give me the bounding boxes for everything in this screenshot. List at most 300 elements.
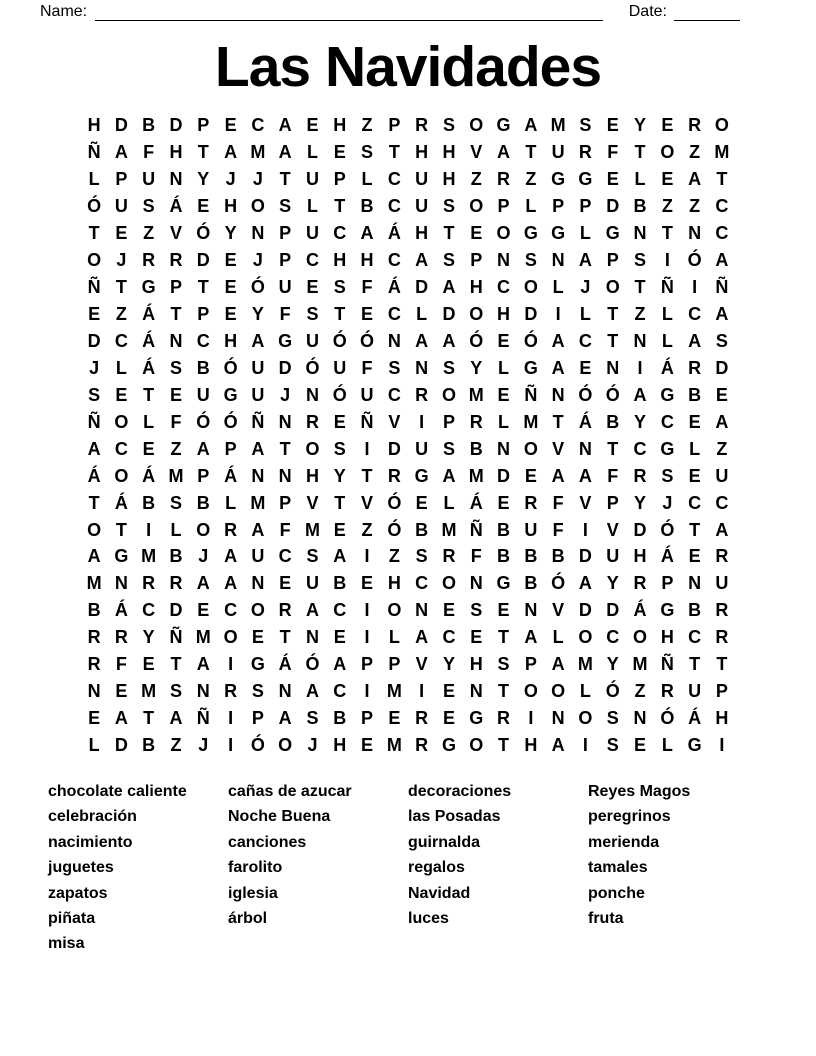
grid-cell[interactable]: J bbox=[580, 277, 591, 298]
grid-cell[interactable]: A bbox=[224, 546, 238, 567]
grid-cell[interactable]: R bbox=[169, 573, 183, 594]
grid-cell[interactable]: S bbox=[279, 196, 292, 217]
grid-cell[interactable]: Y bbox=[142, 627, 155, 648]
grid-cell[interactable]: S bbox=[251, 681, 264, 702]
grid-cell[interactable]: N bbox=[387, 330, 401, 351]
grid-cell[interactable]: L bbox=[143, 411, 155, 432]
grid-cell[interactable]: Z bbox=[170, 438, 182, 459]
grid-cell[interactable]: R bbox=[633, 465, 647, 486]
grid-cell[interactable]: L bbox=[115, 357, 127, 378]
grid-cell[interactable]: Z bbox=[661, 196, 673, 217]
grid-cell[interactable]: Ó bbox=[332, 330, 347, 351]
grid-cell[interactable]: T bbox=[170, 654, 182, 675]
grid-cell[interactable]: D bbox=[387, 438, 401, 459]
grid-cell[interactable]: U bbox=[715, 465, 729, 486]
grid-cell[interactable]: E bbox=[497, 330, 510, 351]
grid-cell[interactable]: M bbox=[86, 573, 102, 594]
grid-cell[interactable]: P bbox=[361, 654, 374, 675]
grid-cell[interactable]: C bbox=[497, 277, 511, 298]
grid-cell[interactable]: C bbox=[333, 223, 347, 244]
grid-cell[interactable]: E bbox=[661, 115, 674, 136]
grid-cell[interactable]: E bbox=[606, 115, 619, 136]
grid-cell[interactable]: E bbox=[688, 546, 701, 567]
grid-cell[interactable]: C bbox=[633, 438, 647, 459]
grid-cell[interactable]: L bbox=[579, 681, 591, 702]
grid-cell[interactable]: A bbox=[196, 654, 210, 675]
grid-cell[interactable]: S bbox=[497, 654, 510, 675]
grid-cell[interactable]: R bbox=[524, 492, 538, 513]
grid-cell[interactable]: G bbox=[496, 115, 511, 136]
grid-cell[interactable]: J bbox=[198, 735, 209, 756]
grid-cell[interactable]: O bbox=[87, 250, 102, 271]
grid-cell[interactable]: U bbox=[606, 546, 620, 567]
grid-cell[interactable]: R bbox=[415, 115, 429, 136]
grid-cell[interactable]: C bbox=[224, 600, 238, 621]
grid-cell[interactable]: S bbox=[333, 438, 346, 459]
grid-cell[interactable]: L bbox=[661, 304, 673, 325]
grid-cell[interactable]: B bbox=[142, 735, 156, 756]
grid-cell[interactable]: N bbox=[469, 681, 483, 702]
grid-cell[interactable]: M bbox=[250, 492, 266, 513]
grid-cell[interactable]: Á bbox=[114, 492, 128, 513]
grid-cell[interactable]: L bbox=[498, 357, 510, 378]
grid-cell[interactable]: C bbox=[387, 169, 401, 190]
grid-cell[interactable]: T bbox=[115, 277, 127, 298]
grid-cell[interactable]: V bbox=[169, 223, 182, 244]
grid-cell[interactable]: T bbox=[498, 735, 510, 756]
grid-cell[interactable]: E bbox=[361, 304, 374, 325]
grid-cell[interactable]: N bbox=[169, 169, 183, 190]
grid-cell[interactable]: A bbox=[551, 465, 565, 486]
grid-cell[interactable]: R bbox=[114, 627, 128, 648]
grid-cell[interactable]: E bbox=[251, 627, 264, 648]
grid-cell[interactable]: Ó bbox=[305, 357, 320, 378]
grid-cell[interactable]: I bbox=[719, 735, 725, 756]
grid-cell[interactable]: L bbox=[306, 142, 318, 163]
grid-cell[interactable]: R bbox=[87, 654, 101, 675]
grid-cell[interactable]: Ó bbox=[660, 519, 675, 540]
grid-cell[interactable]: E bbox=[661, 169, 674, 190]
grid-cell[interactable]: D bbox=[442, 304, 456, 325]
grid-cell[interactable]: L bbox=[443, 492, 455, 513]
grid-cell[interactable]: M bbox=[386, 681, 402, 702]
grid-cell[interactable]: Y bbox=[606, 654, 619, 675]
grid-cell[interactable]: Á bbox=[688, 708, 702, 729]
grid-cell[interactable]: T bbox=[689, 519, 701, 540]
grid-cell[interactable]: R bbox=[387, 465, 401, 486]
grid-cell[interactable]: A bbox=[114, 708, 128, 729]
grid-cell[interactable]: R bbox=[415, 735, 429, 756]
grid-cell[interactable]: D bbox=[524, 304, 538, 325]
grid-cell[interactable]: A bbox=[578, 465, 592, 486]
grid-cell[interactable]: T bbox=[279, 627, 291, 648]
grid-cell[interactable]: R bbox=[224, 681, 238, 702]
grid-cell[interactable]: S bbox=[442, 196, 455, 217]
grid-cell[interactable]: N bbox=[251, 573, 265, 594]
grid-cell[interactable]: T bbox=[197, 142, 209, 163]
grid-cell[interactable]: Á bbox=[142, 330, 156, 351]
grid-cell[interactable]: Z bbox=[115, 304, 127, 325]
grid-cell[interactable]: Á bbox=[114, 600, 128, 621]
grid-cell[interactable]: F bbox=[607, 465, 619, 486]
grid-cell[interactable]: S bbox=[442, 250, 455, 271]
grid-cell[interactable]: R bbox=[305, 411, 319, 432]
grid-cell[interactable]: F bbox=[170, 411, 182, 432]
grid-cell[interactable]: O bbox=[523, 681, 538, 702]
grid-cell[interactable]: L bbox=[498, 411, 510, 432]
grid-cell[interactable]: H bbox=[333, 735, 347, 756]
grid-cell[interactable]: Ñ bbox=[87, 277, 101, 298]
grid-cell[interactable]: L bbox=[689, 438, 701, 459]
grid-cell[interactable]: O bbox=[605, 277, 620, 298]
grid-cell[interactable]: Á bbox=[633, 600, 647, 621]
grid-cell[interactable]: Ñ bbox=[524, 384, 538, 405]
grid-cell[interactable]: A bbox=[715, 304, 729, 325]
grid-cell[interactable]: S bbox=[524, 250, 537, 271]
grid-cell[interactable]: N bbox=[469, 573, 483, 594]
grid-cell[interactable]: U bbox=[415, 438, 429, 459]
grid-cell[interactable]: Á bbox=[142, 357, 156, 378]
grid-cell[interactable]: D bbox=[169, 600, 183, 621]
grid-cell[interactable]: U bbox=[715, 573, 729, 594]
grid-cell[interactable]: Y bbox=[251, 304, 264, 325]
grid-cell[interactable]: C bbox=[114, 330, 128, 351]
grid-cell[interactable]: F bbox=[361, 357, 373, 378]
grid-cell[interactable]: E bbox=[442, 708, 455, 729]
grid-cell[interactable]: E bbox=[197, 196, 210, 217]
grid-cell[interactable]: E bbox=[197, 600, 210, 621]
grid-cell[interactable]: Á bbox=[87, 465, 101, 486]
grid-cell[interactable]: E bbox=[169, 384, 182, 405]
grid-cell[interactable]: A bbox=[442, 277, 456, 298]
grid-cell[interactable]: L bbox=[579, 223, 591, 244]
grid-cell[interactable]: H bbox=[415, 223, 429, 244]
grid-cell[interactable]: C bbox=[251, 115, 265, 136]
grid-cell[interactable]: T bbox=[143, 708, 155, 729]
grid-cell[interactable]: B bbox=[142, 115, 156, 136]
grid-cell[interactable]: B bbox=[524, 546, 538, 567]
grid-cell[interactable]: T bbox=[607, 438, 619, 459]
grid-cell[interactable]: B bbox=[196, 357, 210, 378]
grid-cell[interactable]: T bbox=[334, 304, 346, 325]
grid-cell[interactable]: H bbox=[415, 142, 429, 163]
grid-cell[interactable]: G bbox=[441, 735, 456, 756]
grid-cell[interactable]: T bbox=[361, 465, 373, 486]
grid-cell[interactable]: N bbox=[551, 384, 565, 405]
grid-cell[interactable]: T bbox=[115, 519, 127, 540]
grid-cell[interactable]: G bbox=[660, 600, 675, 621]
grid-cell[interactable]: E bbox=[361, 735, 374, 756]
grid-cell[interactable]: M bbox=[141, 546, 157, 567]
grid-cell[interactable]: Ó bbox=[305, 654, 320, 675]
grid-cell[interactable]: S bbox=[142, 196, 155, 217]
grid-cell[interactable]: E bbox=[361, 573, 374, 594]
grid-cell[interactable]: H bbox=[360, 250, 374, 271]
grid-cell[interactable]: P bbox=[606, 492, 619, 513]
grid-cell[interactable]: N bbox=[497, 438, 511, 459]
grid-cell[interactable]: A bbox=[251, 330, 265, 351]
grid-cell[interactable]: J bbox=[225, 169, 236, 190]
grid-cell[interactable]: Á bbox=[387, 223, 401, 244]
grid-cell[interactable]: Y bbox=[634, 411, 647, 432]
grid-cell[interactable]: Z bbox=[634, 304, 646, 325]
grid-cell[interactable]: P bbox=[470, 250, 483, 271]
grid-cell[interactable]: M bbox=[195, 627, 211, 648]
grid-cell[interactable]: I bbox=[528, 708, 534, 729]
grid-cell[interactable]: I bbox=[364, 600, 370, 621]
grid-cell[interactable]: O bbox=[660, 142, 675, 163]
grid-cell[interactable]: T bbox=[334, 196, 346, 217]
grid-cell[interactable]: Ñ bbox=[715, 277, 729, 298]
grid-cell[interactable]: C bbox=[305, 250, 319, 271]
grid-cell[interactable]: Z bbox=[689, 196, 701, 217]
grid-cell[interactable]: A bbox=[715, 411, 729, 432]
grid-cell[interactable]: F bbox=[361, 277, 373, 298]
grid-cell[interactable]: R bbox=[469, 411, 483, 432]
grid-cell[interactable]: S bbox=[361, 142, 374, 163]
grid-cell[interactable]: U bbox=[305, 330, 319, 351]
grid-cell[interactable]: G bbox=[496, 573, 511, 594]
grid-cell[interactable]: H bbox=[660, 627, 674, 648]
grid-cell[interactable]: A bbox=[578, 573, 592, 594]
grid-cell[interactable]: S bbox=[306, 546, 319, 567]
grid-cell[interactable]: R bbox=[415, 384, 429, 405]
grid-cell[interactable]: M bbox=[714, 142, 730, 163]
grid-cell[interactable]: E bbox=[606, 169, 619, 190]
grid-cell[interactable]: O bbox=[387, 600, 402, 621]
grid-cell[interactable]: A bbox=[278, 115, 292, 136]
grid-cell[interactable]: E bbox=[470, 223, 483, 244]
grid-cell[interactable]: H bbox=[305, 465, 319, 486]
grid-cell[interactable]: Y bbox=[442, 654, 455, 675]
grid-cell[interactable]: E bbox=[115, 384, 128, 405]
grid-cell[interactable]: G bbox=[660, 384, 675, 405]
grid-cell[interactable]: C bbox=[415, 573, 429, 594]
grid-cell[interactable]: D bbox=[578, 546, 592, 567]
grid-cell[interactable]: U bbox=[278, 277, 292, 298]
grid-cell[interactable]: O bbox=[114, 465, 129, 486]
grid-cell[interactable]: P bbox=[661, 573, 674, 594]
grid-cell[interactable]: A bbox=[224, 142, 238, 163]
grid-cell[interactable]: Á bbox=[660, 357, 674, 378]
grid-cell[interactable]: B bbox=[169, 546, 183, 567]
grid-cell[interactable]: S bbox=[169, 681, 182, 702]
grid-cell[interactable]: D bbox=[633, 519, 647, 540]
grid-cell[interactable]: P bbox=[279, 492, 292, 513]
grid-cell[interactable]: Ñ bbox=[660, 654, 674, 675]
grid-cell[interactable]: T bbox=[634, 142, 646, 163]
grid-cell[interactable]: O bbox=[441, 384, 456, 405]
grid-cell[interactable]: U bbox=[415, 196, 429, 217]
grid-cell[interactable]: P bbox=[224, 438, 237, 459]
grid-cell[interactable]: R bbox=[87, 627, 101, 648]
grid-cell[interactable]: S bbox=[442, 115, 455, 136]
grid-cell[interactable]: Ó bbox=[196, 411, 211, 432]
grid-cell[interactable]: H bbox=[524, 735, 538, 756]
grid-cell[interactable]: C bbox=[660, 411, 674, 432]
grid-cell[interactable]: H bbox=[497, 304, 511, 325]
grid-cell[interactable]: A bbox=[524, 115, 538, 136]
grid-cell[interactable]: T bbox=[443, 223, 455, 244]
grid-cell[interactable]: M bbox=[168, 465, 184, 486]
grid-cell[interactable]: H bbox=[169, 142, 183, 163]
grid-cell[interactable]: D bbox=[606, 600, 620, 621]
grid-cell[interactable]: T bbox=[498, 681, 510, 702]
grid-cell[interactable]: T bbox=[498, 627, 510, 648]
grid-cell[interactable]: Y bbox=[333, 465, 346, 486]
grid-cell[interactable]: J bbox=[116, 250, 127, 271]
grid-cell[interactable]: P bbox=[388, 654, 401, 675]
grid-cell[interactable]: U bbox=[251, 384, 265, 405]
grid-cell[interactable]: A bbox=[442, 330, 456, 351]
grid-cell[interactable]: S bbox=[333, 277, 346, 298]
grid-cell[interactable]: T bbox=[388, 142, 400, 163]
grid-cell[interactable]: E bbox=[715, 384, 728, 405]
grid-cell[interactable]: C bbox=[578, 330, 592, 351]
grid-cell[interactable]: I bbox=[419, 411, 425, 432]
grid-cell[interactable]: O bbox=[469, 196, 484, 217]
grid-cell[interactable]: Ó bbox=[332, 384, 347, 405]
grid-cell[interactable]: R bbox=[688, 357, 702, 378]
grid-cell[interactable]: E bbox=[115, 681, 128, 702]
grid-cell[interactable]: P bbox=[169, 277, 182, 298]
grid-cell[interactable]: C bbox=[715, 196, 729, 217]
grid-cell[interactable]: Ó bbox=[578, 384, 593, 405]
grid-cell[interactable]: I bbox=[637, 357, 643, 378]
grid-cell[interactable]: Ó bbox=[687, 250, 702, 271]
grid-cell[interactable]: A bbox=[715, 519, 729, 540]
grid-cell[interactable]: U bbox=[305, 223, 319, 244]
grid-cell[interactable]: V bbox=[415, 654, 428, 675]
grid-cell[interactable]: E bbox=[688, 465, 701, 486]
grid-cell[interactable]: T bbox=[525, 142, 537, 163]
grid-cell[interactable]: J bbox=[280, 384, 291, 405]
grid-cell[interactable]: S bbox=[442, 438, 455, 459]
grid-cell[interactable]: Á bbox=[224, 465, 238, 486]
grid-cell[interactable]: I bbox=[228, 708, 234, 729]
grid-cell[interactable]: P bbox=[197, 465, 210, 486]
grid-cell[interactable]: O bbox=[223, 627, 238, 648]
grid-cell[interactable]: Ñ bbox=[169, 627, 183, 648]
grid-cell[interactable]: N bbox=[578, 438, 592, 459]
grid-cell[interactable]: Ó bbox=[87, 196, 102, 217]
grid-cell[interactable]: U bbox=[251, 546, 265, 567]
grid-cell[interactable]: P bbox=[279, 223, 292, 244]
grid-cell[interactable]: S bbox=[470, 600, 483, 621]
grid-cell[interactable]: P bbox=[606, 250, 619, 271]
grid-cell[interactable]: I bbox=[692, 277, 698, 298]
name-input-line[interactable] bbox=[95, 3, 603, 21]
grid-cell[interactable]: C bbox=[715, 223, 729, 244]
grid-cell[interactable]: E bbox=[333, 627, 346, 648]
grid-cell[interactable]: O bbox=[278, 735, 293, 756]
grid-cell[interactable]: N bbox=[278, 681, 292, 702]
grid-cell[interactable]: R bbox=[278, 600, 292, 621]
grid-cell[interactable]: V bbox=[470, 142, 483, 163]
grid-cell[interactable]: M bbox=[304, 519, 320, 540]
grid-cell[interactable]: E bbox=[88, 304, 101, 325]
grid-cell[interactable]: H bbox=[469, 277, 483, 298]
grid-cell[interactable]: H bbox=[469, 654, 483, 675]
grid-cell[interactable]: Y bbox=[634, 492, 647, 513]
grid-cell[interactable]: Ñ bbox=[196, 708, 210, 729]
grid-cell[interactable]: I bbox=[364, 438, 370, 459]
grid-cell[interactable]: D bbox=[114, 735, 128, 756]
grid-cell[interactable]: N bbox=[633, 223, 647, 244]
grid-cell[interactable]: N bbox=[551, 708, 565, 729]
grid-cell[interactable]: Y bbox=[470, 357, 483, 378]
grid-cell[interactable]: A bbox=[551, 654, 565, 675]
grid-cell[interactable]: P bbox=[579, 196, 592, 217]
grid-cell[interactable]: A bbox=[442, 465, 456, 486]
grid-cell[interactable]: G bbox=[141, 277, 156, 298]
grid-cell[interactable]: N bbox=[606, 357, 620, 378]
grid-cell[interactable]: R bbox=[142, 573, 156, 594]
grid-cell[interactable]: P bbox=[497, 196, 510, 217]
grid-cell[interactable]: T bbox=[143, 384, 155, 405]
grid-cell[interactable]: F bbox=[470, 546, 482, 567]
grid-cell[interactable]: H bbox=[333, 250, 347, 271]
grid-cell[interactable]: B bbox=[633, 196, 647, 217]
grid-cell[interactable]: U bbox=[551, 142, 565, 163]
grid-cell[interactable]: N bbox=[633, 708, 647, 729]
grid-cell[interactable]: H bbox=[442, 169, 456, 190]
grid-cell[interactable]: B bbox=[333, 708, 347, 729]
grid-cell[interactable]: O bbox=[469, 115, 484, 136]
grid-cell[interactable]: N bbox=[87, 681, 101, 702]
grid-cell[interactable]: Z bbox=[143, 223, 155, 244]
grid-cell[interactable]: T bbox=[334, 492, 346, 513]
grid-cell[interactable]: Y bbox=[224, 223, 237, 244]
grid-cell[interactable]: T bbox=[607, 304, 619, 325]
grid-cell[interactable]: C bbox=[333, 600, 347, 621]
grid-cell[interactable]: Z bbox=[470, 169, 482, 190]
grid-cell[interactable]: O bbox=[87, 519, 102, 540]
grid-cell[interactable]: I bbox=[582, 735, 588, 756]
grid-cell[interactable]: A bbox=[114, 142, 128, 163]
grid-cell[interactable]: Ñ bbox=[251, 411, 265, 432]
grid-cell[interactable]: M bbox=[577, 654, 593, 675]
grid-cell[interactable]: S bbox=[306, 304, 319, 325]
grid-cell[interactable]: Á bbox=[142, 465, 156, 486]
grid-cell[interactable]: A bbox=[688, 330, 702, 351]
grid-cell[interactable]: N bbox=[251, 223, 265, 244]
grid-cell[interactable]: T bbox=[279, 169, 291, 190]
grid-cell[interactable]: B bbox=[497, 546, 511, 567]
grid-cell[interactable]: N bbox=[278, 465, 292, 486]
grid-cell[interactable]: I bbox=[364, 627, 370, 648]
grid-cell[interactable]: P bbox=[361, 708, 374, 729]
grid-cell[interactable]: B bbox=[497, 519, 511, 540]
grid-cell[interactable]: A bbox=[333, 546, 347, 567]
grid-cell[interactable]: L bbox=[661, 330, 673, 351]
grid-cell[interactable]: Ñ bbox=[87, 142, 101, 163]
grid-cell[interactable]: C bbox=[442, 627, 456, 648]
grid-cell[interactable]: R bbox=[142, 250, 156, 271]
grid-cell[interactable]: E bbox=[306, 277, 319, 298]
grid-cell[interactable]: T bbox=[716, 654, 728, 675]
grid-cell[interactable]: P bbox=[115, 169, 128, 190]
grid-cell[interactable]: P bbox=[197, 115, 210, 136]
grid-cell[interactable]: E bbox=[333, 519, 346, 540]
grid-cell[interactable]: T bbox=[279, 438, 291, 459]
grid-cell[interactable]: G bbox=[414, 465, 429, 486]
grid-cell[interactable]: I bbox=[419, 681, 425, 702]
grid-cell[interactable]: A bbox=[87, 546, 101, 567]
grid-cell[interactable]: L bbox=[416, 304, 428, 325]
grid-cell[interactable]: R bbox=[169, 250, 183, 271]
grid-cell[interactable]: R bbox=[497, 169, 511, 190]
